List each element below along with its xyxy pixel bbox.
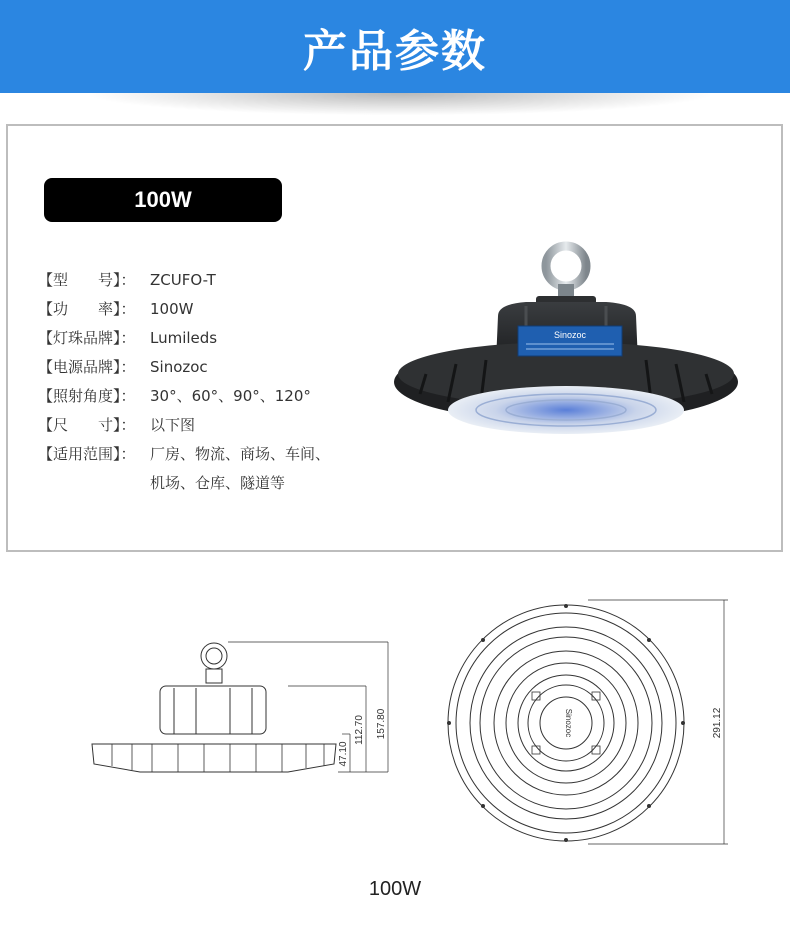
spec-label: 【照射角度】： [38, 387, 136, 405]
led-lens [448, 386, 684, 434]
spec-value: 以下图 [150, 416, 196, 434]
side-driver-housing [160, 686, 266, 734]
spec-label: 【尺 寸】： [38, 416, 136, 434]
ufo-high-bay-light-photo [386, 234, 746, 449]
dim-overall-height: 157.80 [376, 708, 387, 740]
dim-diameter: 291.12 [712, 707, 723, 739]
spec-value: Sinozoc [150, 358, 208, 376]
spec-row-beam-angle [38, 382, 368, 411]
spec-value: Lumileds [150, 329, 218, 347]
banner-shadow [90, 93, 710, 115]
drawing-caption: 100W [368, 878, 422, 900]
dim-housing-height: 112.70 [354, 715, 365, 745]
spec-label: 【功 率】： [38, 300, 136, 318]
eye-bolt-ring [546, 246, 586, 286]
spec-row-application [38, 440, 368, 498]
spec-row-power [38, 295, 368, 324]
spec-label: 【灯珠品牌】： [38, 329, 136, 347]
top-brand-mark: Sinozoc [564, 708, 573, 738]
spec-value: 30°、60°、90°、120° [150, 387, 311, 405]
spec-label: 【适用范围】： [38, 445, 136, 463]
page-title: 产品参数 [303, 25, 487, 77]
header-banner [0, 0, 790, 93]
side-eye-bolt [201, 643, 227, 669]
side-view-drawing [88, 628, 418, 788]
spec-value: ZCUFO-T [150, 271, 216, 289]
spec-card [6, 124, 783, 552]
spec-row-size [38, 411, 368, 440]
side-heat-sink [92, 744, 336, 772]
power-tag: 100W [44, 178, 282, 222]
spec-value: 100W [150, 300, 194, 318]
spec-row-model [38, 266, 368, 295]
spec-label: 【电源品牌】： [38, 358, 136, 376]
brand-plate-text: Sinozoc [553, 330, 587, 340]
top-view-drawing [438, 592, 738, 854]
spec-value: 厂房、物流、商场、车间、机场、仓库、隧道等 [150, 445, 331, 492]
spec-row-driver-brand [38, 353, 368, 382]
spec-row-led-brand [38, 324, 368, 353]
dim-disc-height: 47.10 [338, 741, 349, 767]
spec-label: 【型 号】： [38, 271, 136, 289]
spec-list [38, 266, 368, 498]
